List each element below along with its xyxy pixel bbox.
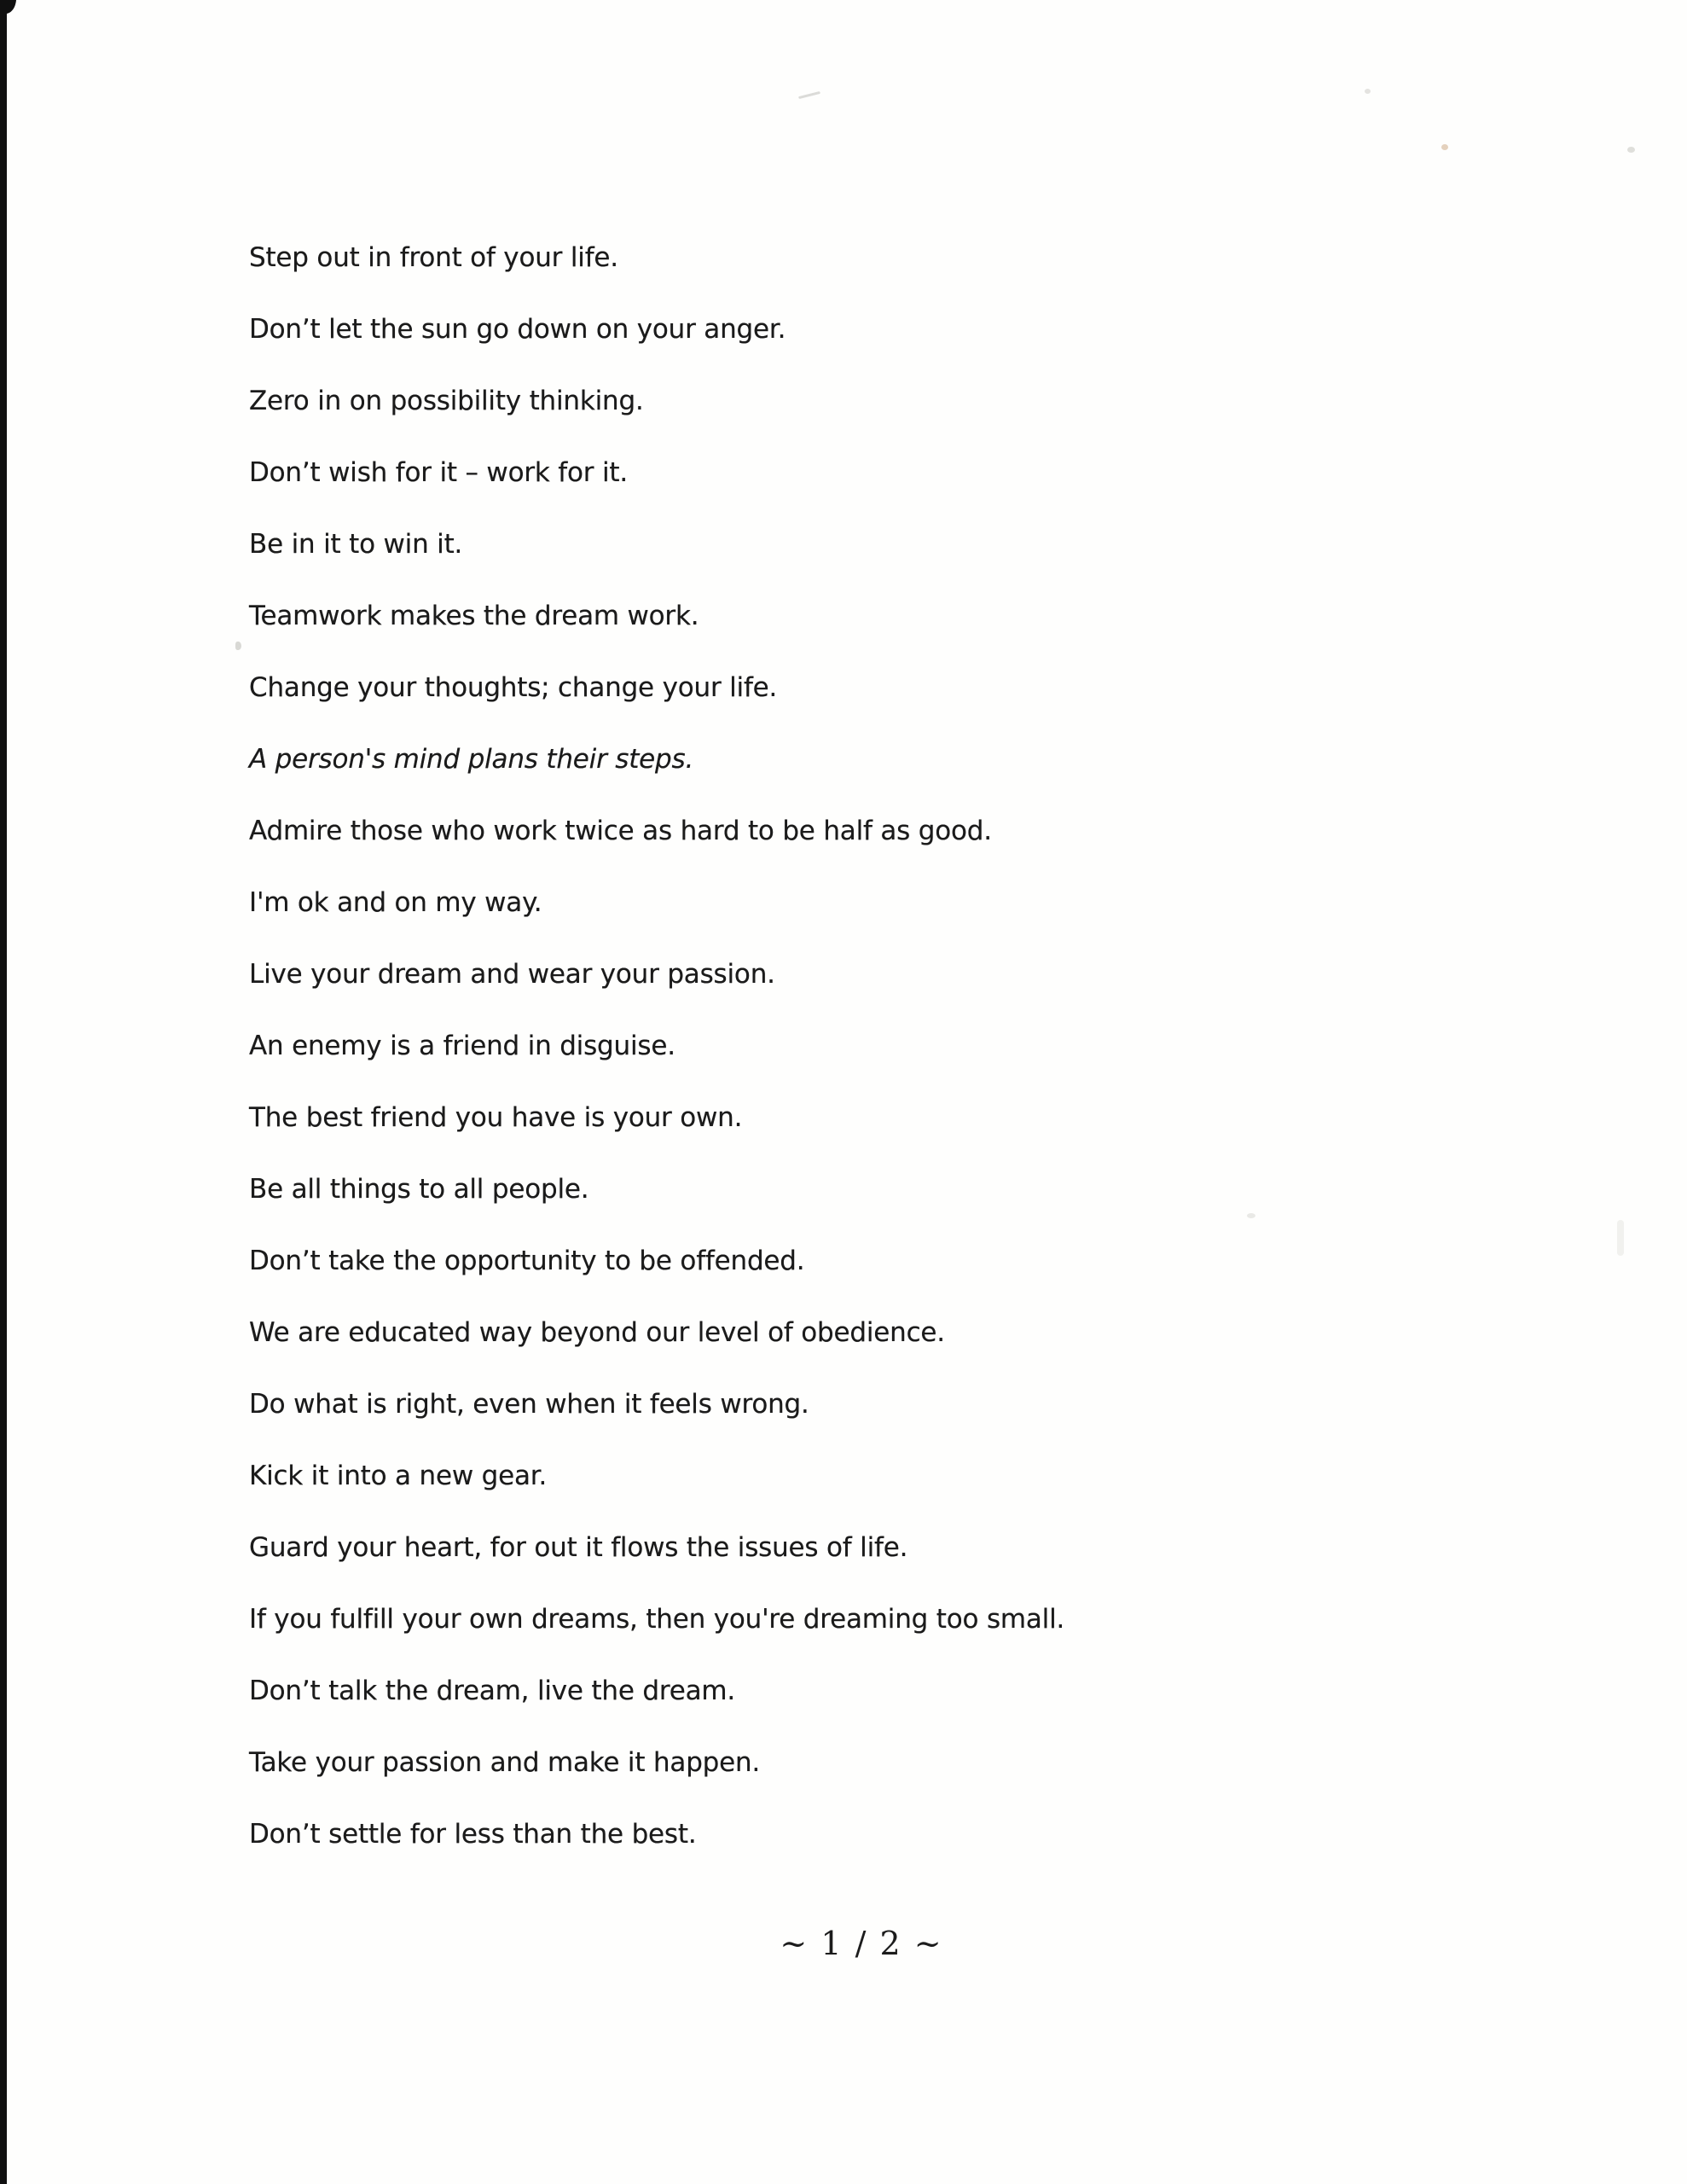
scan-speck bbox=[1441, 144, 1448, 150]
quote-line: The best friend you have is your own. bbox=[249, 1102, 743, 1133]
quote-line: I'm ok and on my way. bbox=[249, 887, 542, 918]
scan-speck bbox=[1627, 147, 1635, 153]
quote-line: Live your dream and wear your passion. bbox=[249, 959, 775, 990]
quote-line: Don’t talk the dream, live the dream. bbox=[249, 1676, 736, 1706]
scan-speck bbox=[798, 91, 820, 99]
quote-line: Zero in on possibility thinking. bbox=[249, 386, 644, 416]
quote-line: Admire those who work twice as hard to be half as good. bbox=[249, 816, 992, 846]
quote-line: We are educated way beyond our level of obedience. bbox=[249, 1317, 945, 1348]
quote-line: A person's mind plans their steps. bbox=[249, 744, 694, 775]
scan-speck bbox=[1617, 1220, 1624, 1256]
quote-line: Guard your heart, for out it flows the issues of life. bbox=[249, 1532, 908, 1563]
quote-line: Don’t settle for less than the best. bbox=[249, 1819, 697, 1850]
scan-corner-curl bbox=[0, 0, 51, 51]
quote-line: Step out in front of your life. bbox=[249, 242, 618, 273]
quote-line: Take your passion and make it happen. bbox=[249, 1747, 761, 1778]
quote-line: Do what is right, even when it feels wrong. bbox=[249, 1389, 809, 1420]
quote-line: If you fulfill your own dreams, then you're dreaming too small. bbox=[249, 1604, 1065, 1635]
quote-list bbox=[249, 240, 1486, 1888]
page-number: ~ 1 / 2 ~ bbox=[780, 1925, 943, 1962]
quote-line: Don’t wish for it – work for it. bbox=[249, 457, 628, 488]
quote-line: An enemy is a friend in disguise. bbox=[249, 1031, 675, 1061]
quote-line: Don’t let the sun go down on your anger. bbox=[249, 314, 786, 345]
quote-line: Be in it to win it. bbox=[249, 529, 463, 560]
scan-speck bbox=[1365, 89, 1371, 94]
quote-line: Be all things to all people. bbox=[249, 1174, 589, 1205]
quote-line: Kick it into a new gear. bbox=[249, 1461, 548, 1491]
scan-edge-left-strip bbox=[0, 0, 7, 2184]
quote-line: Don’t take the opportunity to be offended. bbox=[249, 1246, 805, 1276]
scan-speck bbox=[235, 642, 241, 650]
quote-line: Change your thoughts; change your life. bbox=[249, 672, 778, 703]
quote-line: Teamwork makes the dream work. bbox=[249, 601, 699, 631]
